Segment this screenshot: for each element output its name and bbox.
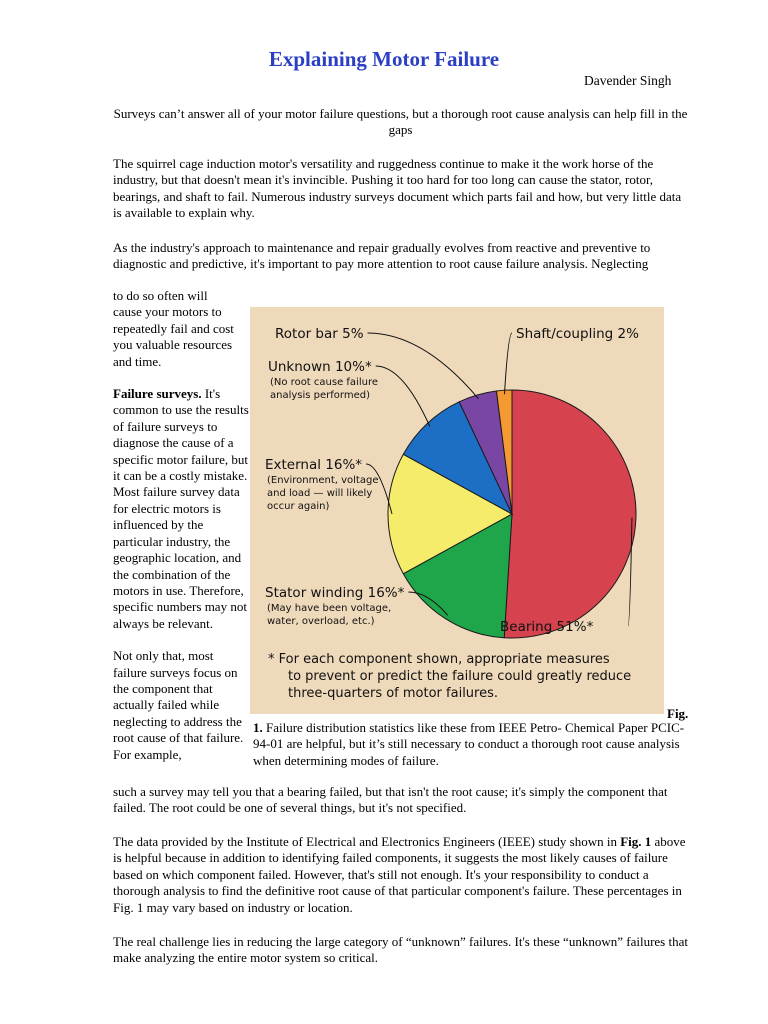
ieee-text-b: above is helpful because in addition to identifying failed components, it suggests the most likely causes of failure based on which component failed. However, that's still not enough. It's your responsibility to conduct a thorough analysis to find the definitive root cause of that particular component's failure. These percentages in Fig. 1 may vary based on industry or location. bbox=[113, 834, 686, 915]
fig-1-reference: Fig. 1 bbox=[620, 834, 652, 849]
figure-number: 1. bbox=[253, 720, 263, 735]
pie-label-note: analysis performed) bbox=[270, 390, 370, 401]
paragraph-ieee-data bbox=[113, 834, 693, 916]
paragraph-root-cause-cont: such a survey may tell you that a bearing failed, but that isn't the root cause; it's simply the component that failed. The root could be one of several things, but it's not specified. bbox=[113, 784, 668, 816]
left-text-column bbox=[113, 288, 249, 763]
pie-leader-line bbox=[376, 366, 430, 427]
ieee-text-a: The data provided by the Institute of Electrical and Electronics Engineers (IEEE) study shown in bbox=[113, 834, 621, 849]
pie-leader-line bbox=[504, 333, 512, 394]
pie-chart-svg bbox=[250, 307, 664, 714]
paragraph-root-cause-col: Not only that, most failure surveys focus on the component that actually failed while neglecting to address the root cause of that failure. For example, bbox=[113, 648, 244, 762]
pie-label-note: occur again) bbox=[267, 501, 330, 512]
pie-leader-line bbox=[368, 333, 479, 399]
paragraph-maintenance-line: to do so often will bbox=[113, 288, 208, 303]
pie-label-note: (Environment, voltage bbox=[267, 475, 379, 486]
author-name: Davender Singh bbox=[584, 73, 672, 88]
paragraph-intro: The squirrel cage induction motor's versatility and ruggedness continue to make it the work horse of the industry, but that doesn't mean it's invincible. Pushing it too hard for too long can cause the stator, rotor, bearings, and shaft to fail. Numerous industry surveys document which parts fail and how, but very little data is available to explain why. bbox=[113, 156, 682, 221]
pie-label-2: External 16%* bbox=[265, 457, 363, 473]
paragraph-unknown-challenge: The real challenge lies in reducing the large category of “unknown” failures. It's these “unknown” failures that make analyzing the entire motor system so critical. bbox=[113, 934, 688, 966]
pie-label-note: (No root cause failure bbox=[270, 377, 378, 388]
pie-label-0: Bearing 51%* bbox=[500, 619, 594, 635]
pie-label-note: water, overload, etc.) bbox=[267, 616, 375, 627]
figure-caption-text: Failure distribution statistics like these from IEEE Petro- Chemical Paper PCIC-94-01 are helpful, but it’s still necessary to conduct a thorough root cause analysis when determining modes of failure. bbox=[253, 720, 685, 768]
figure-caption bbox=[253, 720, 693, 769]
paragraph-maintenance-cont: cause your motors to repeatedly fail and cost you valuable resources and time. bbox=[113, 304, 234, 369]
pie-label-5: Shaft/coupling 2% bbox=[516, 326, 639, 342]
article-title: Explaining Motor Failure bbox=[268, 47, 500, 71]
failure-surveys-heading: Failure surveys. bbox=[113, 386, 202, 402]
pie-label-3: Unknown 10%* bbox=[268, 359, 372, 375]
paragraph-failure-surveys bbox=[113, 386, 249, 632]
paragraph-maintenance-wide: As the industry's approach to maintenance and repair gradually evolves from reactive and preventive to diagnostic and predictive, it's important to pay more attention to root cause failure analysis. Neglecting bbox=[113, 240, 651, 272]
figure-footnote-line: * For each component shown, appropriate measures bbox=[268, 652, 610, 667]
figure-1-pie-chart bbox=[250, 307, 664, 714]
pie-label-1: Stator winding 16%* bbox=[265, 585, 405, 601]
article-subtitle: Surveys can’t answer all of your motor failure questions, but a thorough root cause analysis can help fill in the gaps bbox=[113, 106, 688, 138]
figure-footnote-line: three-quarters of motor failures. bbox=[288, 686, 499, 701]
pie-label-note: and load — will likely bbox=[267, 488, 373, 499]
figure-footnote-line: to prevent or predict the failure could greatly reduce bbox=[288, 669, 632, 684]
pie-label-4: Rotor bar 5% bbox=[275, 326, 364, 342]
failure-surveys-body: It's common to use the results of failure surveys to diagnose the cause of a specific motor failure, but it can be a costly mistake. Most failure survey data for electric motors is influenced by the particular industry, the geographic location, and the combination of the motors in use. Therefore, specific numbers may not always be relevant. bbox=[113, 386, 249, 631]
figure-label: Fig. bbox=[667, 706, 689, 721]
pie-slice-bearing bbox=[504, 390, 636, 638]
pie-label-note: (May have been voltage, bbox=[267, 603, 392, 614]
